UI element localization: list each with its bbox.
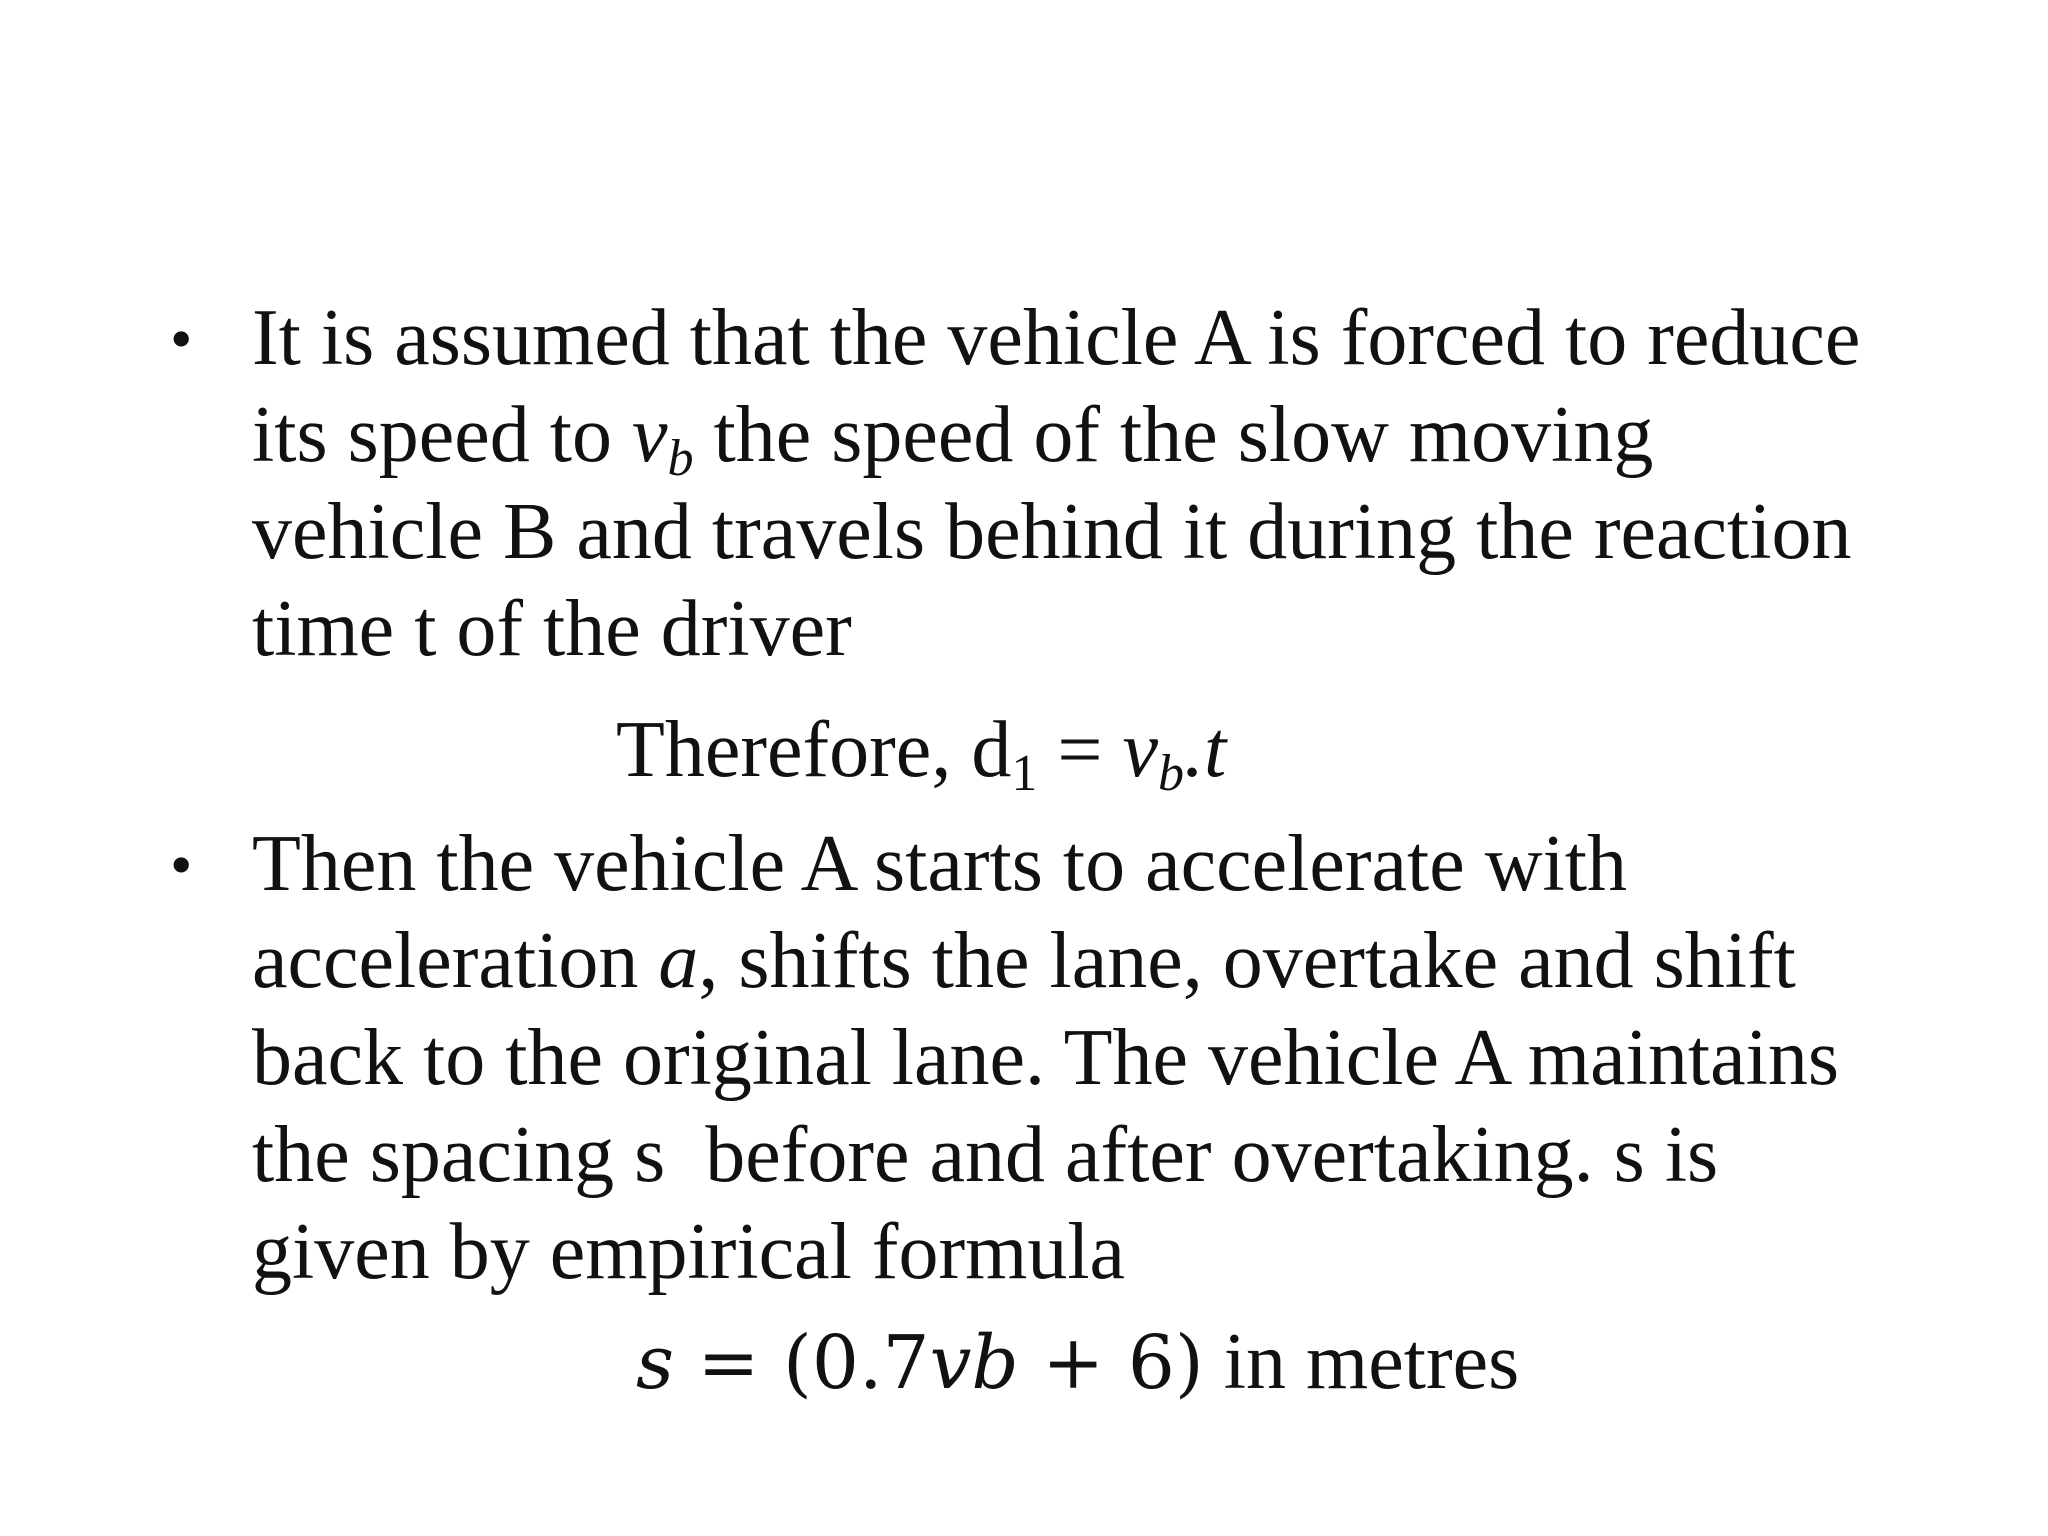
equation-spacing-unit: in metres xyxy=(1203,1318,1520,1406)
equation-spacing-equals: = (0.7 xyxy=(673,1320,930,1406)
bullet-icon: • xyxy=(170,829,193,900)
equation-d1-t: .t xyxy=(1183,706,1227,794)
bullet-1-line-4: time t of the driver xyxy=(252,585,852,673)
bullet-item-1 xyxy=(170,290,1892,678)
equation-d1-v: v xyxy=(1122,706,1158,794)
bullet-2-line-2-b: , shifts the lane, overtake and shift xyxy=(698,917,1796,1005)
bullet-icon: • xyxy=(170,303,193,374)
bullet-2-line-2 xyxy=(252,913,1892,1010)
acceleration-variable: a xyxy=(658,917,699,1005)
equation-d1 xyxy=(616,702,1227,802)
speed-variable xyxy=(631,391,694,487)
bullet-2-line-1: Then the vehicle A starts to accelerate with xyxy=(252,820,1627,908)
equation-d1-v-subscript: b xyxy=(1157,745,1184,802)
equation-d1-prefix: Therefore, d xyxy=(616,706,1012,794)
bullet-2-line-2-a: acceleration xyxy=(252,917,639,1005)
equation-spacing-math xyxy=(636,1320,1204,1406)
speed-var-v: v xyxy=(631,391,668,479)
equation-d1-subscript: 1 xyxy=(1011,745,1038,802)
equation-spacing xyxy=(636,1314,1519,1412)
equation-spacing-s: s xyxy=(636,1320,674,1406)
bullet-2-line-4: the spacing s before and after overtaking. s is xyxy=(252,1111,1719,1199)
bullet-1-line-1: It is assumed that the vehicle A is forced to reduce xyxy=(252,294,1861,382)
equation-d1-equals: = xyxy=(1037,706,1123,794)
bullet-item-2 xyxy=(170,816,1892,1301)
bullet-1-line-2-b: the speed of the slow moving xyxy=(713,391,1654,479)
bullet-2-line-5: given by empirical formula xyxy=(252,1208,1126,1296)
bullet-1-line-2 xyxy=(252,387,1892,487)
bullet-1-line-3: vehicle B and travels behind it during the reaction xyxy=(252,488,1852,576)
equation-spacing-vb: vb xyxy=(929,1320,1019,1406)
speed-var-subscript: b xyxy=(667,430,694,487)
bullet-2-line-3: back to the original lane. The vehicle A maintains xyxy=(252,1014,1839,1102)
equation-spacing-plus: + 6) xyxy=(1018,1320,1204,1406)
bullet-1-line-2-a: its speed to xyxy=(252,391,612,479)
